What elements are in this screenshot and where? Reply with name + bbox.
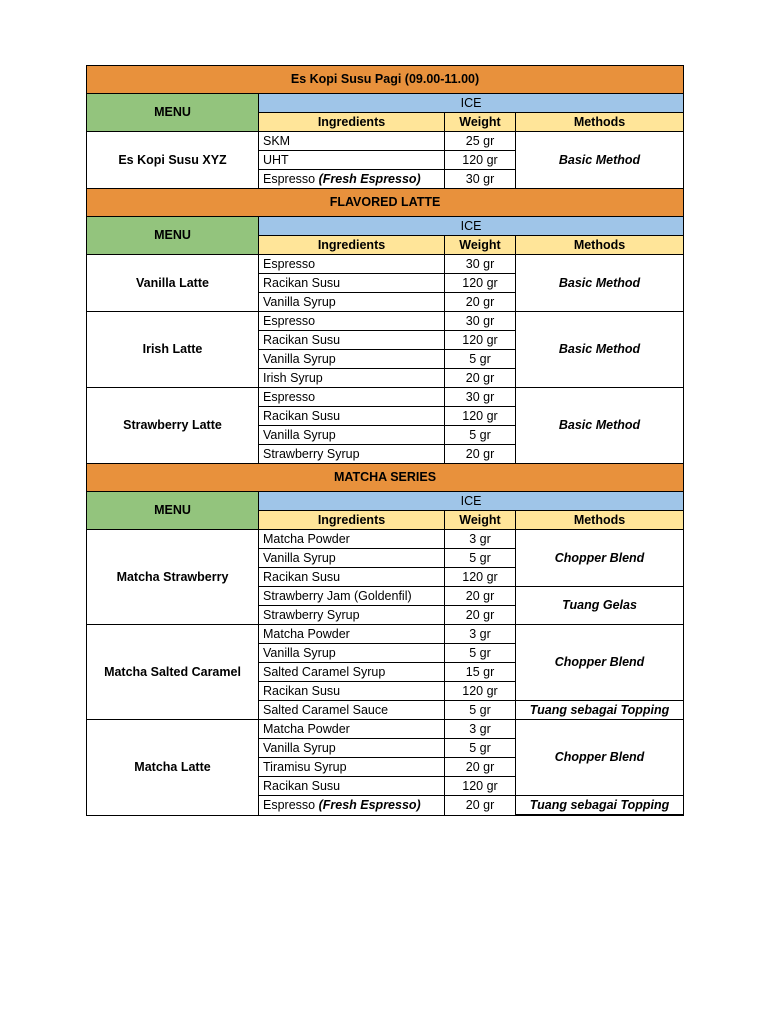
ingredient-cell — [259, 549, 445, 568]
weight-cell: 5 gr — [445, 426, 516, 445]
ingredient-cell — [259, 720, 445, 739]
ingredient-text: Vanilla Syrup — [263, 740, 336, 755]
ingredient-text: Matcha Powder — [263, 721, 350, 736]
ingredient-cell — [259, 644, 445, 663]
weight-cell: 5 gr — [445, 549, 516, 568]
weight-cell: 20 gr — [445, 293, 516, 312]
weight-cell: 3 gr — [445, 720, 516, 739]
menu-item-name: Irish Latte — [87, 312, 259, 388]
method-cell: Tuang sebagai Topping — [516, 796, 684, 816]
menu-item-name: Strawberry Latte — [87, 388, 259, 464]
weight-cell: 120 gr — [445, 151, 516, 170]
ice-header: ICE — [259, 94, 684, 113]
weight-cell: 30 gr — [445, 312, 516, 331]
weight-cell: 3 gr — [445, 530, 516, 549]
ingredient-text: Racikan Susu — [263, 569, 341, 584]
menu-item-name: Matcha Strawberry — [87, 530, 259, 625]
ingredient-cell — [259, 530, 445, 549]
method-cell: Chopper Blend — [516, 625, 684, 701]
ingredient-cell — [259, 663, 445, 682]
ingredient-cell — [259, 777, 445, 796]
table-row — [87, 388, 684, 407]
ingredient-text: Matcha Powder — [263, 531, 350, 546]
ingredient-note: (Fresh Espresso) — [318, 171, 421, 186]
recipe-table — [86, 65, 684, 816]
ingredient-text: Irish Syrup — [263, 370, 323, 385]
ingredient-cell — [259, 426, 445, 445]
ingredient-text: Strawberry Jam (Goldenfil) — [263, 588, 412, 603]
section-title: FLAVORED LATTE — [87, 189, 684, 217]
ingredient-cell — [259, 758, 445, 777]
header-row — [87, 94, 684, 113]
ingredient-text: Tiramisu Syrup — [263, 759, 347, 774]
weight-cell: 120 gr — [445, 331, 516, 350]
table-row — [87, 625, 684, 644]
weight-cell: 30 gr — [445, 255, 516, 274]
menu-header: MENU — [87, 94, 259, 132]
weight-cell: 5 gr — [445, 644, 516, 663]
ingredient-text: Racikan Susu — [263, 275, 341, 290]
header-row — [87, 217, 684, 236]
menu-item-name: Matcha Latte — [87, 720, 259, 816]
ice-header: ICE — [259, 492, 684, 511]
section-title-row — [87, 66, 684, 94]
ingredient-cell — [259, 132, 445, 151]
ingredient-text: Racikan Susu — [263, 778, 341, 793]
ingredient-text: Salted Caramel Sauce — [263, 702, 389, 717]
ingredient-cell — [259, 625, 445, 644]
ingredient-cell — [259, 312, 445, 331]
ingredient-cell — [259, 331, 445, 350]
ingredient-text: Racikan Susu — [263, 683, 341, 698]
ingredient-text: Salted Caramel Syrup — [263, 664, 386, 679]
weight-header: Weight — [445, 511, 516, 530]
weight-cell: 120 gr — [445, 407, 516, 426]
weight-cell: 5 gr — [445, 701, 516, 720]
ingredient-cell — [259, 606, 445, 625]
method-cell: Tuang sebagai Topping — [516, 701, 684, 720]
ingredient-cell — [259, 255, 445, 274]
weight-cell: 25 gr — [445, 132, 516, 151]
table-row — [87, 312, 684, 331]
weight-cell: 20 gr — [445, 606, 516, 625]
ingredient-cell — [259, 274, 445, 293]
ingredient-note: (Fresh Espresso) — [318, 797, 421, 812]
ingredient-text: Vanilla Syrup — [263, 550, 336, 565]
ingredient-text: Strawberry Syrup — [263, 446, 360, 461]
ingredient-text: SKM — [263, 133, 291, 148]
table-row — [87, 720, 684, 739]
weight-cell: 20 gr — [445, 587, 516, 606]
weight-cell: 20 gr — [445, 796, 516, 816]
weight-cell: 5 gr — [445, 739, 516, 758]
weight-cell: 120 gr — [445, 682, 516, 701]
weight-cell: 15 gr — [445, 663, 516, 682]
weight-cell: 20 gr — [445, 369, 516, 388]
method-cell: Basic Method — [516, 132, 684, 189]
ingredient-text: Espresso — [263, 797, 319, 812]
table-row — [87, 255, 684, 274]
method-cell: Basic Method — [516, 255, 684, 312]
weight-cell: 120 gr — [445, 274, 516, 293]
ingredient-text: Racikan Susu — [263, 408, 341, 423]
menu-item-name: Es Kopi Susu XYZ — [87, 132, 259, 189]
ingredient-cell — [259, 587, 445, 606]
method-cell: Chopper Blend — [516, 720, 684, 796]
menu-header: MENU — [87, 217, 259, 255]
methods-header: Methods — [516, 511, 684, 530]
weight-cell: 3 gr — [445, 625, 516, 644]
ingredient-text: Vanilla Syrup — [263, 645, 336, 660]
ingredient-cell — [259, 293, 445, 312]
weight-header: Weight — [445, 113, 516, 132]
ingredient-text: Espresso — [263, 256, 316, 271]
ingredient-text: Vanilla Syrup — [263, 351, 336, 366]
ingredient-cell — [259, 151, 445, 170]
ingredient-cell — [259, 369, 445, 388]
weight-header: Weight — [445, 236, 516, 255]
ingredient-cell — [259, 796, 445, 816]
ingredient-cell — [259, 388, 445, 407]
ingredient-text: Espresso — [263, 313, 316, 328]
menu-header: MENU — [87, 492, 259, 530]
menu-item-name: Matcha Salted Caramel — [87, 625, 259, 720]
method-cell: Basic Method — [516, 312, 684, 388]
ingredient-text: Racikan Susu — [263, 332, 341, 347]
weight-cell: 120 gr — [445, 568, 516, 587]
ingredient-text: Vanilla Syrup — [263, 294, 336, 309]
weight-cell: 120 gr — [445, 777, 516, 796]
method-cell: Tuang Gelas — [516, 587, 684, 625]
ingredient-text: UHT — [263, 152, 289, 167]
weight-cell: 30 gr — [445, 170, 516, 189]
method-cell: Basic Method — [516, 388, 684, 464]
ingredient-text: Espresso — [263, 171, 319, 186]
ingredient-text: Espresso — [263, 389, 316, 404]
ingredient-text: Strawberry Syrup — [263, 607, 360, 622]
methods-header: Methods — [516, 113, 684, 132]
ice-header: ICE — [259, 217, 684, 236]
menu-item-name: Vanilla Latte — [87, 255, 259, 312]
table-row — [87, 132, 684, 151]
methods-header: Methods — [516, 236, 684, 255]
ingredients-header: Ingredients — [259, 236, 445, 255]
weight-cell: 5 gr — [445, 350, 516, 369]
ingredients-header: Ingredients — [259, 511, 445, 530]
ingredient-cell — [259, 170, 445, 189]
weight-cell: 20 gr — [445, 758, 516, 777]
section-title-row — [87, 189, 684, 217]
table-row — [87, 530, 684, 549]
method-cell: Chopper Blend — [516, 530, 684, 587]
ingredient-cell — [259, 682, 445, 701]
section-title: MATCHA SERIES — [87, 464, 684, 492]
weight-cell: 30 gr — [445, 388, 516, 407]
ingredient-cell — [259, 701, 445, 720]
ingredient-cell — [259, 407, 445, 426]
ingredient-cell — [259, 739, 445, 758]
ingredients-header: Ingredients — [259, 113, 445, 132]
ingredient-cell — [259, 568, 445, 587]
ingredient-cell — [259, 445, 445, 464]
ingredient-text: Matcha Powder — [263, 626, 350, 641]
ingredient-cell — [259, 350, 445, 369]
section-title: Es Kopi Susu Pagi (09.00-11.00) — [87, 66, 684, 94]
ingredient-text: Vanilla Syrup — [263, 427, 336, 442]
weight-cell: 20 gr — [445, 445, 516, 464]
header-row — [87, 492, 684, 511]
section-title-row — [87, 464, 684, 492]
